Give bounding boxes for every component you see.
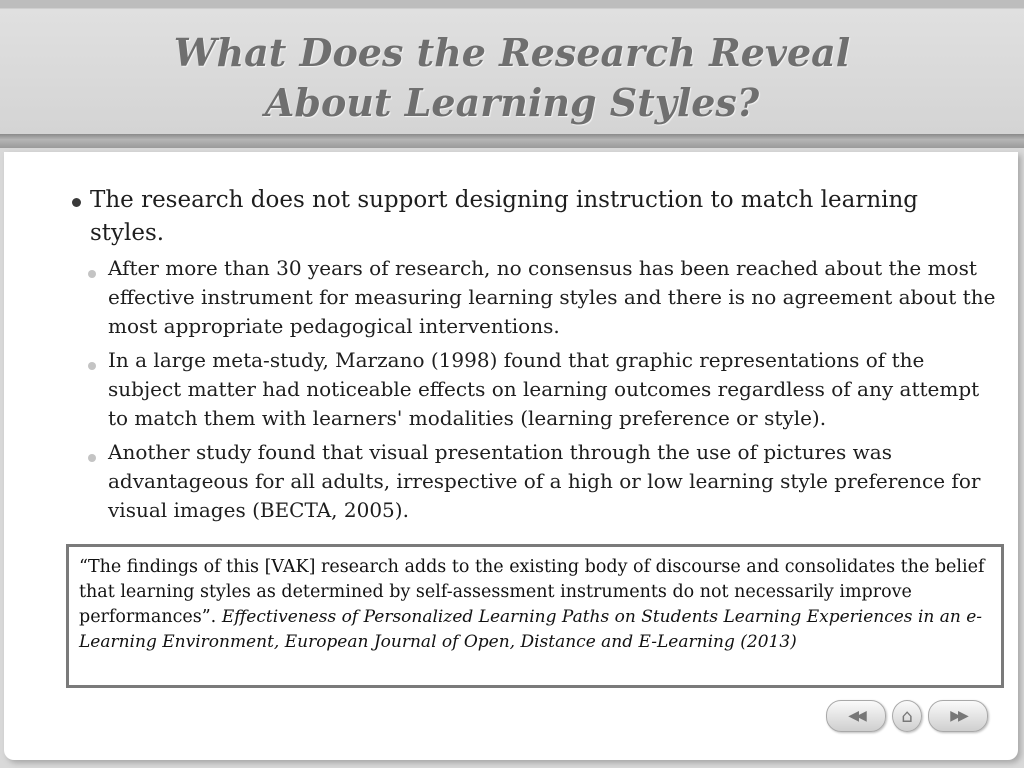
previous-slide-button[interactable] [826, 700, 886, 732]
slide-title [0, 28, 1024, 128]
quote-text: “The findings of this [VAK] research adds to the existing body of discourse and consolidates the belief that learning styles as determined by self-assessment instruments do not necessarily improve performances”. [79, 557, 985, 627]
sub-bullet-list [86, 254, 998, 530]
top-strip [0, 0, 1024, 8]
sub-bullet-dot-icon [88, 454, 96, 462]
title-divider [0, 134, 1024, 148]
sub-bullet [86, 346, 998, 433]
title-line-2: About Learning Styles? [264, 80, 760, 125]
double-right-arrow-icon: ▶▶ [950, 708, 966, 724]
sub-bullet [86, 438, 998, 525]
sub-bullet-text: In a large meta-study, Marzano (1998) found that graphic representations of the subject matter had noticeable effects on learning outcomes regardless of any attempt to match them with learners' modalities (learning preference or style). [108, 348, 980, 430]
quote-citation: Effectiveness of Personalized Learning Paths on Students Learning Experiences in an e-Learning Environment, European Journal of Open, Distance and E-Learning (2013) [79, 607, 983, 652]
double-left-arrow-icon: ◀◀ [848, 708, 864, 724]
bullet-dot-icon [72, 198, 81, 207]
quote-box [66, 544, 1004, 688]
sub-bullet-text: After more than 30 years of research, no consensus has been reached about the most effective instrument for measuring learning styles and there is no agreement about the most appropriate pedagogical interventions. [108, 256, 996, 338]
home-icon: ⌂ [901, 705, 913, 727]
sub-bullet-text: Another study found that visual presentation through the use of pictures was advantageous for all adults, irrespective of a high or low learning style preference for visual images (BECTA, 2005). [108, 440, 981, 522]
sub-bullet-dot-icon [88, 362, 96, 370]
home-button[interactable] [892, 700, 922, 732]
main-bullet [68, 184, 978, 250]
sub-bullet [86, 254, 998, 341]
sub-bullet-dot-icon [88, 270, 96, 278]
next-slide-button[interactable] [928, 700, 988, 732]
main-bullet-text: The research does not support designing instruction to match learning styles. [90, 187, 919, 246]
title-line-1: What Does the Research Reveal [173, 30, 851, 75]
